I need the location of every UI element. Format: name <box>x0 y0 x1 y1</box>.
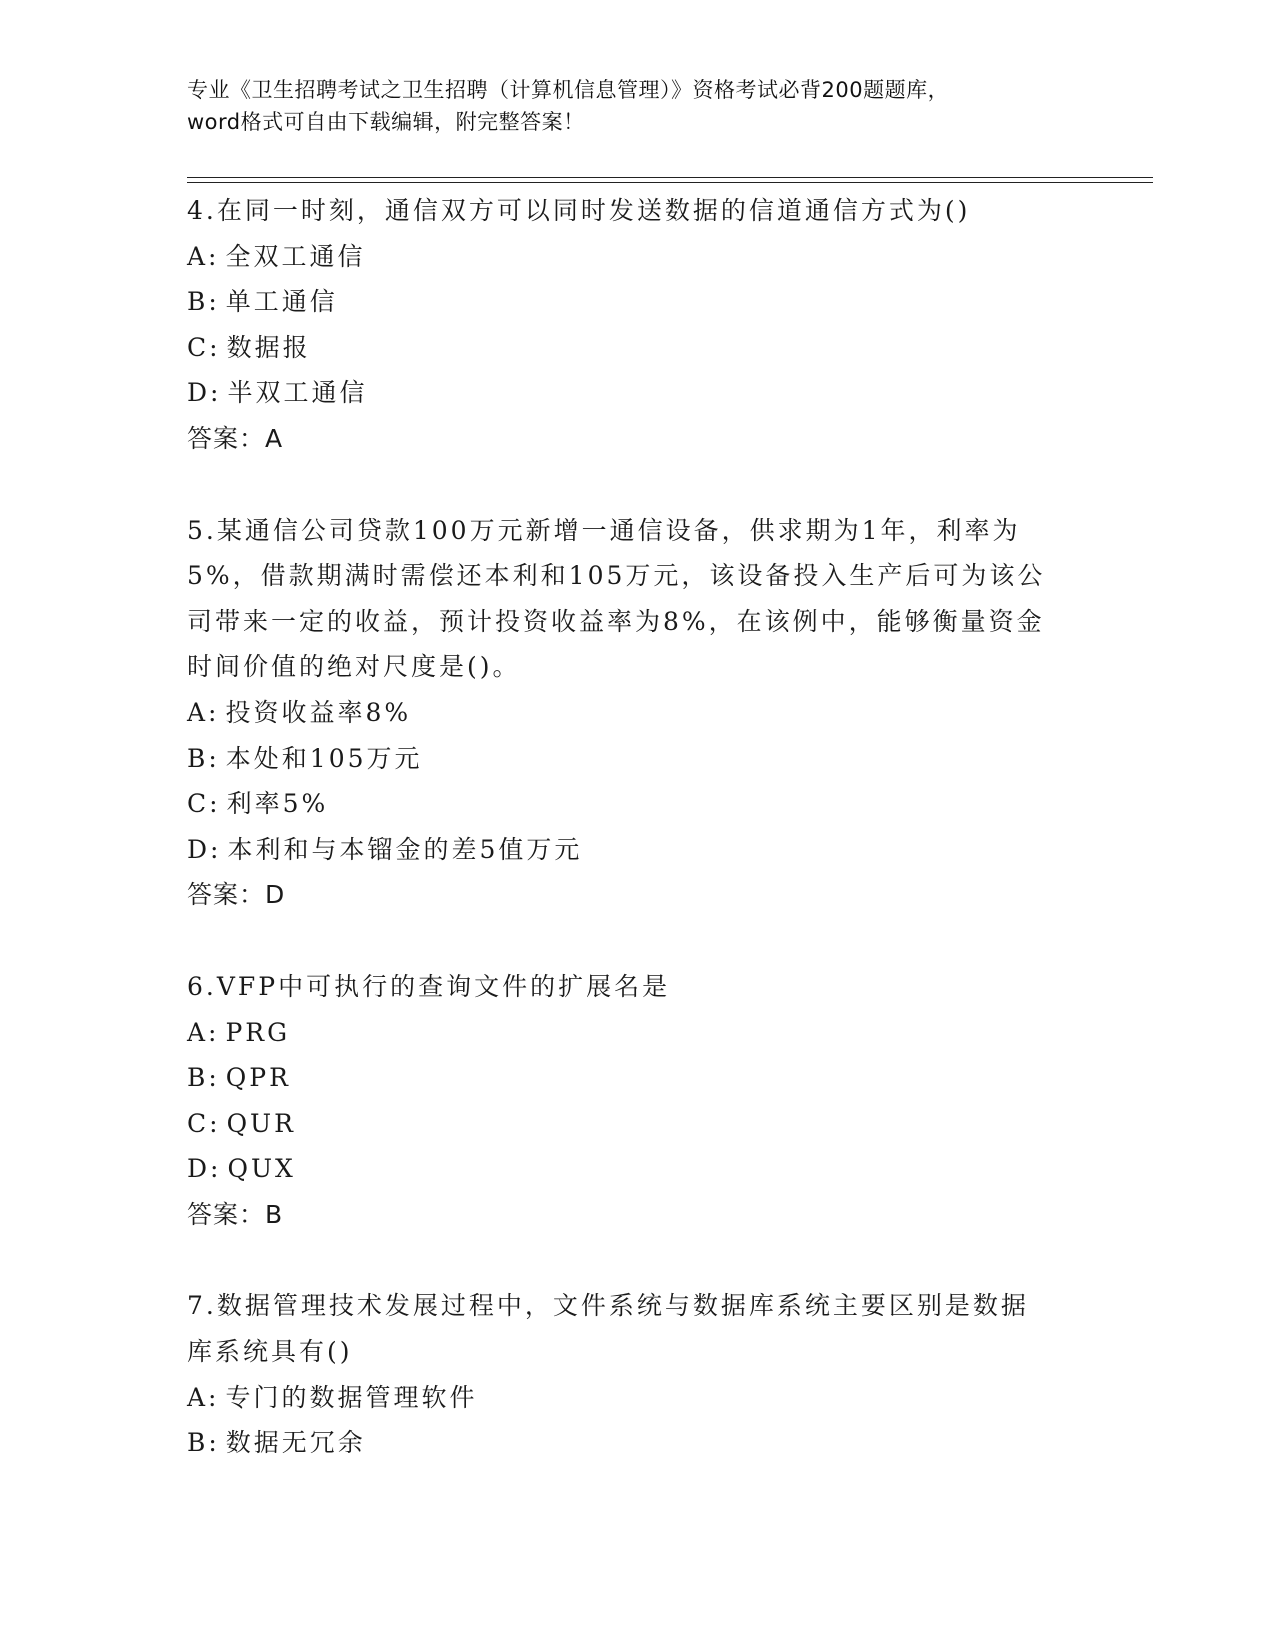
header-line-1: 专业《卫生招聘考试之卫生招聘（计算机信息管理）》资格考试必背200题题库， <box>187 78 950 102</box>
option-label: D: <box>187 378 222 408</box>
option-text: 专门的数据管理软件 <box>225 1382 478 1412</box>
option-c <box>187 325 1147 371</box>
option-text: QUR <box>226 1108 296 1138</box>
option-a <box>187 1010 1147 1056</box>
option-text: QPR <box>225 1063 291 1093</box>
header-rule-bottom <box>187 182 1153 183</box>
option-text: PRG <box>225 1017 291 1047</box>
option-label: B: <box>187 287 220 317</box>
question-4 <box>187 188 1147 462</box>
option-text: QUX <box>227 1154 296 1184</box>
header-line-2: word格式可自由下载编辑，附完整答案！ <box>187 110 585 134</box>
option-label: B: <box>187 1063 220 1093</box>
option-text: 半双工通信 <box>227 378 368 408</box>
option-text: 数据无冗余 <box>225 1428 366 1458</box>
option-d <box>187 1146 1147 1192</box>
question-list <box>187 188 1147 1512</box>
question-stem: 时间价值的绝对尺度是()。 <box>187 652 521 682</box>
question-stem: 库系统具有() <box>187 1337 353 1367</box>
option-b <box>187 1420 1147 1466</box>
option-a <box>187 690 1147 736</box>
question-stem: 5%，借款期满时需偿还本利和105万元，该设备投入生产后可为该公 <box>187 561 1046 591</box>
question-stem: 7.数据管理技术发展过程中，文件系统与数据库系统主要区别是数据 <box>187 1291 1029 1321</box>
option-label: A: <box>187 241 220 271</box>
option-d <box>187 827 1147 873</box>
answer-line: 答案：A <box>187 423 284 453</box>
question-5 <box>187 508 1147 918</box>
option-text: 全双工通信 <box>225 241 366 271</box>
option-a <box>187 234 1147 280</box>
question-stem: 4.在同一时刻，通信双方可以同时发送数据的信道通信方式为() <box>187 196 971 225</box>
question-stem: 5.某通信公司贷款100万元新增一通信设备，供求期为1年，利率为 <box>187 515 1021 545</box>
option-label: D: <box>187 1154 222 1184</box>
option-label: B: <box>187 1428 220 1458</box>
option-a <box>187 1375 1147 1421</box>
question-stem: 6.VFP中可执行的查询文件的扩展名是 <box>187 971 671 1001</box>
option-label: D: <box>187 834 222 864</box>
option-b <box>187 736 1147 782</box>
option-c <box>187 781 1147 827</box>
option-label: A: <box>187 1017 220 1047</box>
option-label: C: <box>187 332 221 362</box>
header-rule-top <box>187 177 1153 178</box>
document-header <box>187 74 1087 138</box>
option-text: 本利和与本镏金的差5值万元 <box>227 834 583 864</box>
option-label: B: <box>187 743 220 773</box>
answer-line: 答案：D <box>187 880 286 910</box>
question-7 <box>187 1283 1147 1465</box>
option-label: A: <box>187 697 220 727</box>
answer-line: 答案：B <box>187 1199 284 1229</box>
option-c <box>187 1101 1147 1147</box>
option-d <box>187 370 1147 416</box>
option-label: C: <box>187 1108 221 1138</box>
question-stem: 司带来一定的收益，预计投资收益率为8%，在该例中，能够衡量资金 <box>187 606 1045 636</box>
option-label: C: <box>187 789 221 819</box>
option-b <box>187 1055 1147 1101</box>
option-text: 利率5% <box>226 789 329 819</box>
option-text: 单工通信 <box>225 287 338 317</box>
option-text: 本处和105万元 <box>225 743 423 773</box>
question-6 <box>187 964 1147 1238</box>
option-text: 投资收益率8% <box>225 697 412 727</box>
option-b <box>187 279 1147 325</box>
option-label: A: <box>187 1382 220 1412</box>
option-text: 数据报 <box>226 332 311 362</box>
